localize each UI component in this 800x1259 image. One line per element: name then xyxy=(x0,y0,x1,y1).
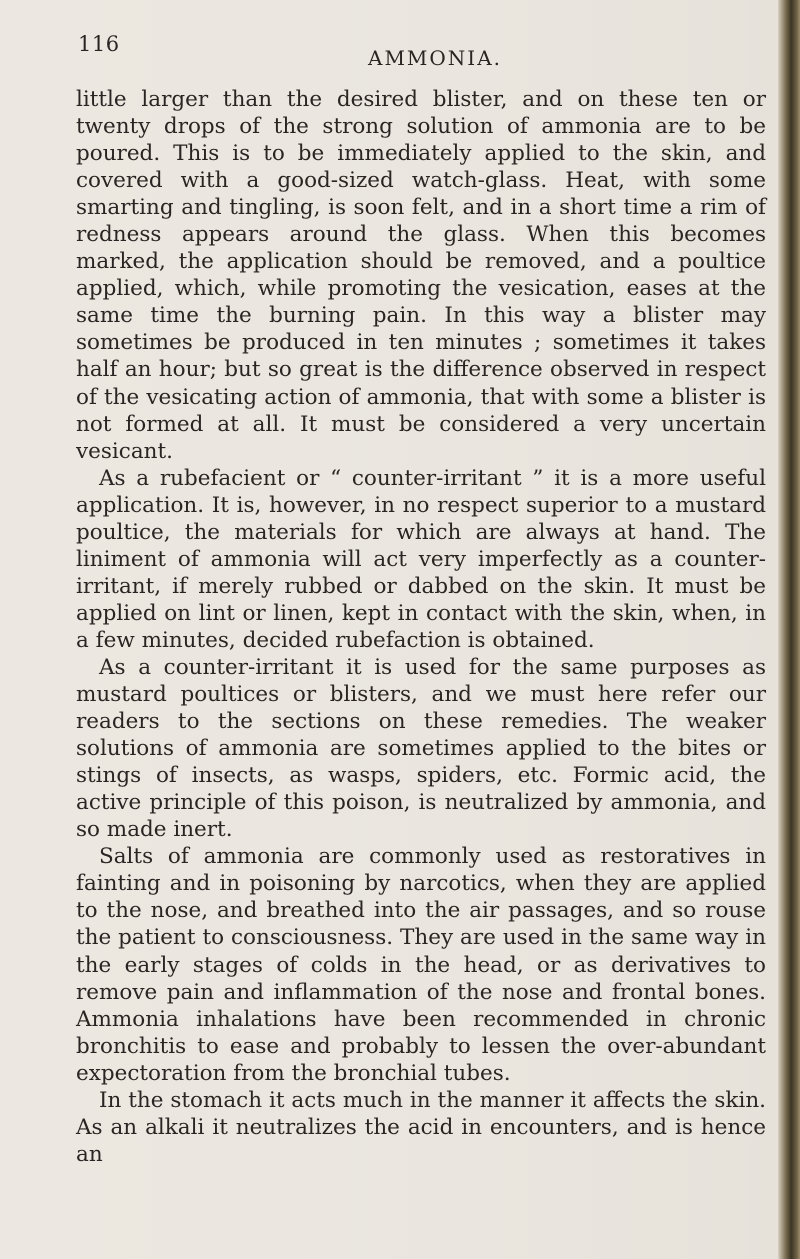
paragraph-salts-of-ammonia: Salts of ammonia are commonly used as restoratives in fainting and in poisoning by narcotics, when they are applied to the nose, and breathed into the air passages, and so rouse the patient to consciousness. They are used in the same way in the early stages of colds in the head, or as derivatives to remove pain and inflammation of the nose and frontal bones. Ammonia inhalations have been recommended in chronic bronchitis to ease and probably to lessen the over-abundant expectoration from the bronchial tubes. xyxy=(76,844,766,1086)
paragraph-continued: little larger than the desired blister, and on these ten or twenty drops of the strong solution of ammonia are to be poured. This is to be immediately applied to the skin, and covered with a good-sized watch-glass. Heat, with some smarting and tingling, is soon felt, and in a short time a rim of redness appears around the glass. When this becomes marked, the application should be removed, and a poultice applied, which, while promoting the vesication, eases at the same time the burning pain. In this way a blister may sometimes be produced in ten minutes ; sometimes it takes half an hour; but so great is the difference observed in respect of the vesicating action of ammonia, that with some a blister is not formed at all. It must be considered a very uncertain vesicant. xyxy=(76,87,766,464)
page-binding-edge xyxy=(778,0,800,1259)
body-text xyxy=(76,86,766,1168)
page-header xyxy=(78,32,768,72)
paragraph-stomach: In the stomach it acts much in the manner it affects the skin. As an alkali it neutralizes the acid in encounters, and is hence an xyxy=(76,1087,766,1167)
running-head: AMMONIA. xyxy=(368,46,502,70)
page-number: 116 xyxy=(78,32,120,56)
paragraph-counter-irritant: As a counter-irritant it is used for the same purposes as mustard poultices or blisters, and we must here refer our readers to the sections on these remedies. The weaker solutions of ammonia are sometimes applied to the bites or stings of insects, as wasps, spiders, etc. Formic acid, the active principle of this poison, is neutralized by ammonia, and so made inert. xyxy=(76,654,766,843)
paragraph-rubefacient: As a rubefacient or “ counter-irritant ” it is a more useful application. It is, however, in no respect superior to a mustard poultice, the materials for which are always at hand. The liniment of ammonia will act very imperfectly as a counter-irritant, if merely rubbed or dabbed on the skin. It must be applied on lint or linen, kept in contact with the skin, when, in a few minutes, decided rubefaction is obtained. xyxy=(76,465,766,653)
